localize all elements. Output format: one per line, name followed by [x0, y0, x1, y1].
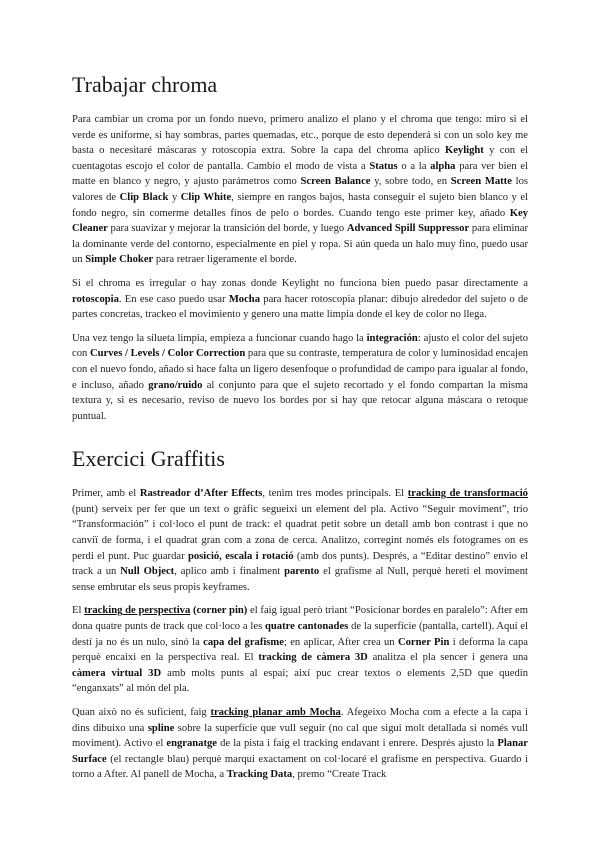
bold-term: parento: [284, 566, 320, 578]
bold-term: tracking planar amb Mocha: [210, 707, 341, 718]
text-run: (el rectangle blau) perquè marqui exactament on col·locaré el grafisme en perspectiva. Guardo i torno a After. Al panell de Mocha, a: [72, 753, 528, 781]
bold-term: tracking de càmera 3D: [258, 652, 368, 664]
section-body-chroma: [72, 112, 528, 424]
bold-term: capa del grafisme: [203, 636, 284, 648]
bold-term: Screen Balance: [300, 176, 371, 188]
bold-term: Corner Pin: [397, 636, 450, 648]
paragraph: [72, 486, 528, 595]
text-run: para eliminar la dominante verde del contorno, especialmente en piel y ropa. Si aún queda un halo muy fino, puedo usar un: [72, 223, 529, 266]
text-run: , aplico amb i finalment: [174, 566, 285, 578]
bold-term: Key Cleaner: [72, 207, 528, 235]
text-run: i deforma la capa perquè encaixi en la perspectiva real. El: [72, 636, 528, 664]
bold-term: integración: [366, 332, 418, 344]
text-run: y, sobre todo, en: [370, 176, 451, 188]
bold-term: Clip Black: [119, 191, 169, 203]
text-run: analitza el pla sencer i genera una: [367, 652, 528, 664]
bold-term: rotoscopia: [72, 293, 119, 305]
bold-term: quatre cantonades: [265, 621, 349, 633]
text-run: sobre la superfície que vull seguir (no cal que sigui molt detallada si només vull moviment). Activo el: [72, 722, 528, 750]
paragraph: [72, 331, 528, 425]
text-run: al conjunto para que el sujeto recortado y el fondo compartan la misma textura y, si es necesario, reviso de nuevo los bordes por si hay que retocar alguna máscara o retoque puntual.: [72, 379, 528, 422]
text-run: ; en aplicar, After crea un: [283, 636, 398, 648]
text-run: : ajusto el color del sujeto con: [72, 332, 529, 360]
bold-term: Simple Choker: [85, 254, 154, 266]
text-run: Primer, amb el: [72, 488, 140, 500]
text-run: para ver bien el matte en blanco y negro, y ajusto parámetros como: [72, 160, 528, 188]
bold-term: Curves / Levels / Color Correction: [89, 348, 246, 360]
section-body-graffitis: [72, 486, 528, 783]
text-run: el faig igual però triant “Posicionar bordes en paralelo”: After em dona quatre punts de track que col·loco a les: [72, 605, 528, 633]
text-run: El: [72, 605, 85, 617]
text-run: , siempre en rangos bajos, hasta conseguir el sujeto bien blanco y el fondo negro, sin comerme detalles finos de pelo o bordes. Cuando tengo este primer key, añado: [72, 191, 529, 219]
bold-term: càmera virtual 3D: [72, 667, 162, 679]
bold-term: grano/ruido: [148, 379, 203, 391]
text-run: para suavizar y mejorar la transición del borde, y luego: [107, 223, 347, 235]
bold-term: tracking de transformació: [407, 488, 528, 500]
bold-term: alpha: [430, 160, 456, 172]
text-run: de la superfície (pantalla, cartell). Aquí el destí ja no és un nulo, sinó la: [72, 621, 529, 648]
bold-term: Keylight: [444, 145, 484, 157]
text-run: los valores de: [72, 176, 528, 203]
text-run: (punt) serveix per fer que un text o gràfic segueixi un element del pla. Activo “Seguir moviment”, trio “Transformación” i col·loco el punt de track: el quadrat petit sobre un detall amb bon contrast i que no canviï de forma, i el quadrat gran com a zona de cerca. Analitzo, corregint només els fotogrames on es perdi el punt. Puc guardar: [72, 503, 528, 562]
text-run: . Afegeixo Mocha com a efecte a la capa i dins dibuixo una: [72, 707, 528, 734]
bold-term: spline: [147, 722, 175, 734]
bold-term: Advanced Spill Suppressor: [346, 223, 470, 235]
section-title-chroma: Trabajar chroma: [72, 72, 218, 97]
text-run: de la pista i faig el tracking endavant i enrere. Després ajusto la: [216, 738, 498, 750]
bold-term: Rastreador d’After Effects: [139, 488, 263, 500]
text-run: para retraer ligeramente el borde.: [153, 254, 297, 266]
text-run: o a la: [397, 160, 431, 172]
paragraph: [72, 276, 528, 323]
text-run: Si el chroma es irregular o hay zonas donde Keylight no funciona bien puedo pasar directamente a: [72, 277, 528, 289]
text-run: , tenim tres modes principals. El: [262, 488, 408, 500]
text-run: Para cambiar un croma por un fondo nuevo, primero analizo el plano y el chroma que tengo: miro si el verde es uniforme, si hay sombras, partes quemadas, etc., porque de esto dependerá si con un solo key me basta o necesitaré máscaras y rotoscopia extra. Sobre la capa del chroma aplico: [72, 114, 528, 157]
paragraph: [72, 603, 528, 697]
text-run: para hacer rotoscopia planar: dibujo alrededor del sujeto o de partes concretas, trackeo el movimiento y genero una matte limpia donde el key de color no llega.: [72, 293, 528, 321]
text-run: Quan això no és suficient, faig: [72, 707, 211, 718]
text-run: para que su contraste, temperatura de color y luminosidad encajen con el nuevo fondo, añado si hace falta un ligero desenfoque o profundidad de campo para igualar al fondo, e incluso, añado: [72, 348, 529, 391]
bold-term: tracking de perspectiva: [84, 605, 191, 617]
text-run: . En ese caso puedo usar: [118, 293, 229, 305]
text-run: Una vez tengo la silueta limpia, empieza a funcionar cuando hago la: [72, 332, 367, 344]
bold-term: Mocha: [228, 293, 260, 305]
document-body: [72, 70, 528, 791]
bold-term: posició, escala i rotació: [187, 550, 294, 562]
bold-term: Screen Matte: [450, 176, 512, 188]
text-run: y: [168, 191, 181, 203]
bold-term: Clip White: [180, 191, 232, 203]
paragraph: [72, 705, 528, 783]
text-run: , premo “Create Track: [292, 769, 387, 781]
bold-term: (corner pin): [192, 605, 248, 617]
text-run: amb molts punts al espai; així puc crear textos o elements 2,5D que quedin “enganxats” al món del pla.: [72, 667, 529, 695]
bold-term: Status: [369, 160, 398, 172]
text-run: (amb dos punts). Després, a “Editar destino” envio el track a un: [72, 550, 528, 578]
bold-term: Planar Surface: [72, 738, 528, 765]
bold-term: engranatge: [166, 738, 217, 750]
text-run: el grafisme al Null, perquè hereti el moviment sense embrutar els seus propis keyframes.: [72, 566, 528, 593]
text-run: y con el cuentagotas escojo el color de pantalla. Cambio el modo de vista a: [72, 145, 529, 172]
paragraph: [72, 112, 528, 268]
section-title-graffitis: Exercici Graffitis: [72, 446, 225, 472]
bold-term: Null Object: [120, 566, 175, 578]
bold-term: Tracking Data: [226, 769, 293, 781]
